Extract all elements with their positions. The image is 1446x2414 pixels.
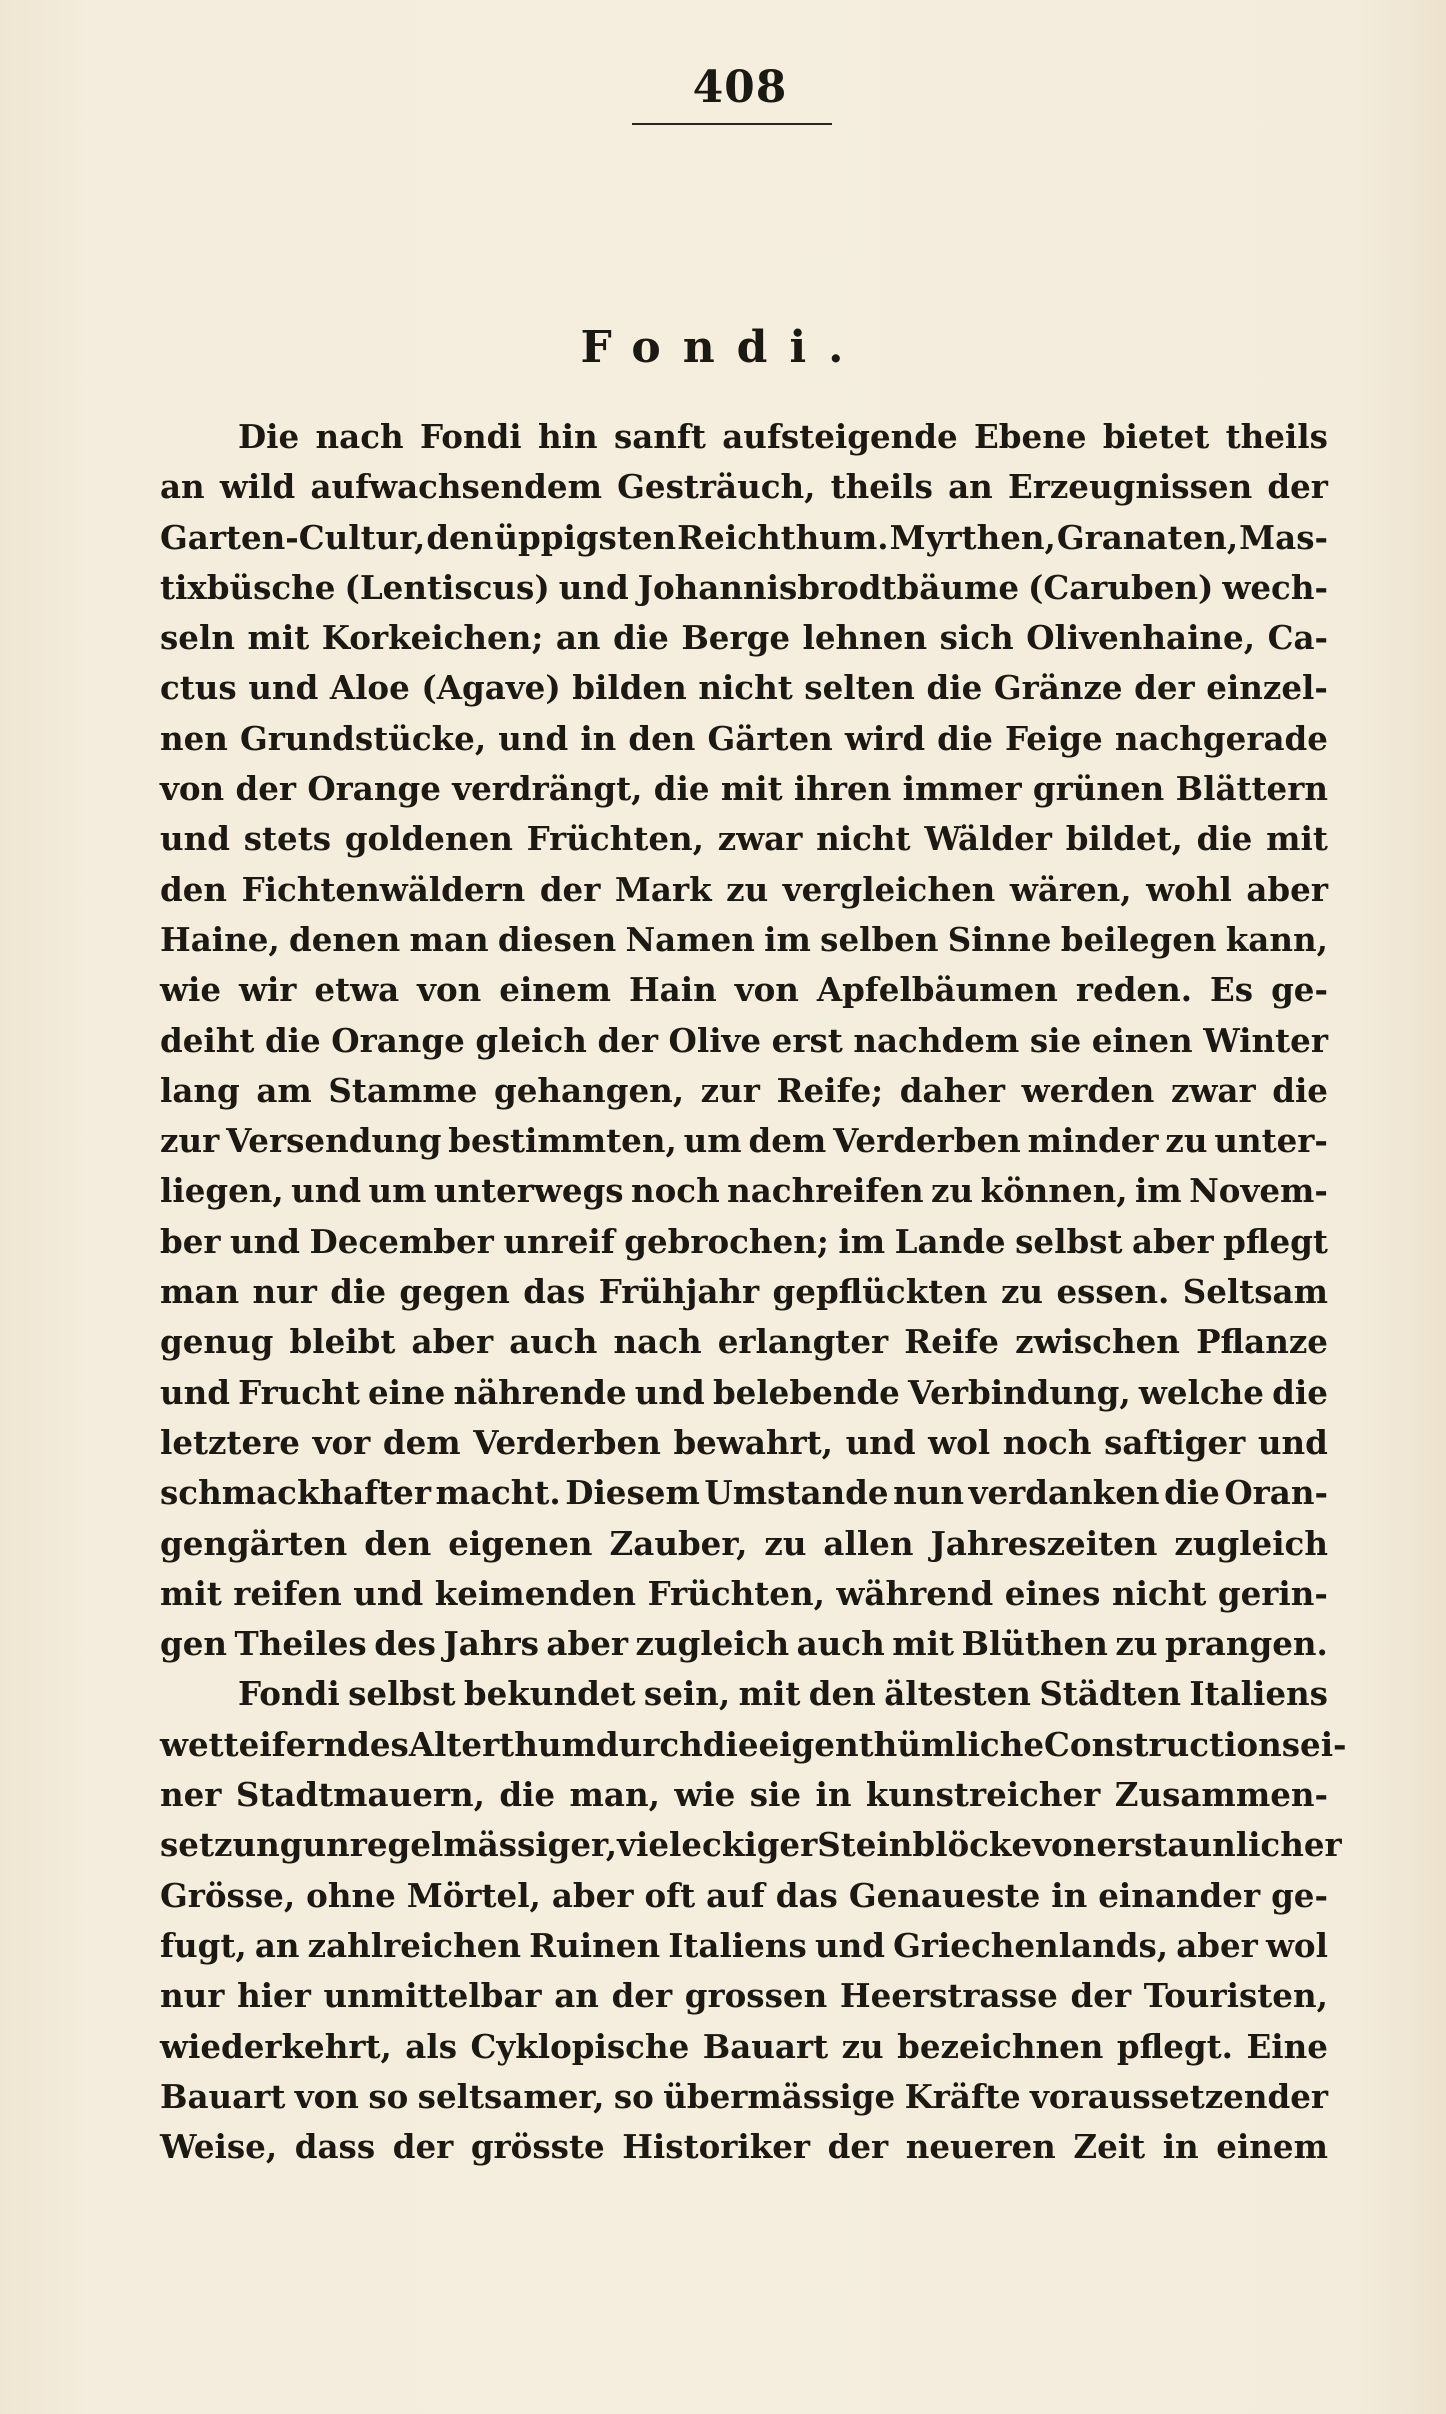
text-line: Garten-Cultur, den üppigsten Reichthum. Myrthen, Granaten, Mas- <box>160 517 1328 557</box>
text-line: lang am Stamme gehangen, zur Reife; daher werden zwar die <box>160 1070 1328 1110</box>
text-line: nur hier unmittelbar an der grossen Heerstrasse der Touristen, <box>160 1976 1328 2016</box>
text-line: seln mit Korkeichen; an die Berge lehnen sich Olivenhaine, Ca- <box>160 618 1328 658</box>
page-number: 408 <box>692 62 788 113</box>
text-line: wiederkehrt, als Cyklopische Bauart zu bezeichnen pflegt. Eine <box>160 2026 1328 2066</box>
text-line: gengärten den eigenen Zauber, zu allen Jahreszeiten zugleich <box>160 1523 1328 1563</box>
text-line: letztere vor dem Verderben bewahrt, und wol noch saftiger und <box>160 1422 1328 1462</box>
text-line: schmackhafter macht. Diesem Umstande nun verdanken die Oran- <box>160 1473 1328 1513</box>
text-line: an wild aufwachsendem Gesträuch, theils an Erzeugnissen der <box>160 467 1328 507</box>
text-line: tixbüsche (Lentiscus) und Johannisbrodtbäume (Caruben) wech- <box>160 567 1328 607</box>
text-line: und stets goldenen Früchten, zwar nicht Wälder bildet, die mit <box>160 819 1328 859</box>
text-line: deiht die Orange gleich der Olive erst nachdem sie einen Winter <box>160 1020 1328 1060</box>
text-line: fugt, an zahlreichen Ruinen Italiens und Griechenlands, aber wol <box>160 1925 1328 1965</box>
text-line: den Fichtenwäldern der Mark zu vergleichen wären, wohl aber <box>160 869 1328 909</box>
text-line: wie wir etwa von einem Hain von Apfelbäumen reden. Es ge- <box>160 970 1328 1010</box>
text-line: man nur die gegen das Frühjahr gepflückten zu essen. Seltsam <box>160 1272 1328 1312</box>
body-text <box>160 412 1347 2172</box>
text-line: Weise, dass der grösste Historiker der neueren Zeit in einem <box>160 2127 1328 2167</box>
text-line: wetteiferndes Alterthum durch die eigenthümliche Construction sei- <box>160 1724 1347 1764</box>
chapter-title: Fondi. <box>580 322 866 373</box>
text-line: Haine, denen man diesen Namen im selben Sinne beilegen kann, <box>160 919 1328 959</box>
text-line: ber und December unreif gebrochen; im Lande selbst aber pflegt <box>160 1221 1328 1261</box>
text-line: zur Versendung bestimmten, um dem Verderben minder zu unter- <box>160 1121 1328 1161</box>
text-line: Grösse, ohne Mörtel, aber oft auf das Genaueste in einander ge- <box>160 1875 1328 1915</box>
text-line: mit reifen und keimenden Früchten, während eines nicht gerin- <box>160 1573 1328 1613</box>
text-line: Die nach Fondi hin sanft aufsteigende Ebene bietet theils <box>238 417 1328 456</box>
text-line: und Frucht eine nährende und belebende Verbindung, welche die <box>160 1372 1328 1412</box>
text-line: Fondi selbst bekundet sein, mit den ältesten Städten Italiens <box>238 1674 1328 1714</box>
text-line: von der Orange verdrängt, die mit ihren immer grünen Blättern <box>160 769 1328 809</box>
text-line: liegen, und um unterwegs noch nachreifen zu können, im Novem- <box>160 1171 1328 1211</box>
text-line: Bauart von so seltsamer, so übermässige Kräfte voraussetzender <box>160 2076 1328 2116</box>
text-line: ner Stadtmauern, die man, wie sie in kunstreicher Zusammen- <box>160 1775 1328 1815</box>
header-rule <box>632 123 832 125</box>
text-line: gen Theiles des Jahrs aber zugleich auch mit Blüthen zu prangen. <box>160 1624 1328 1664</box>
text-line: nen Grundstücke, und in den Gärten wird die Feige nachgerade <box>160 718 1328 758</box>
text-line: setzung unregelmässiger, vieleckiger Steinblöcke von erstaunlicher <box>160 1825 1342 1865</box>
text-line: ctus und Aloe (Agave) bilden nicht selten die Gränze der einzel- <box>160 668 1328 708</box>
text-line: genug bleibt aber auch nach erlangter Reife zwischen Pflanze <box>160 1322 1328 1362</box>
